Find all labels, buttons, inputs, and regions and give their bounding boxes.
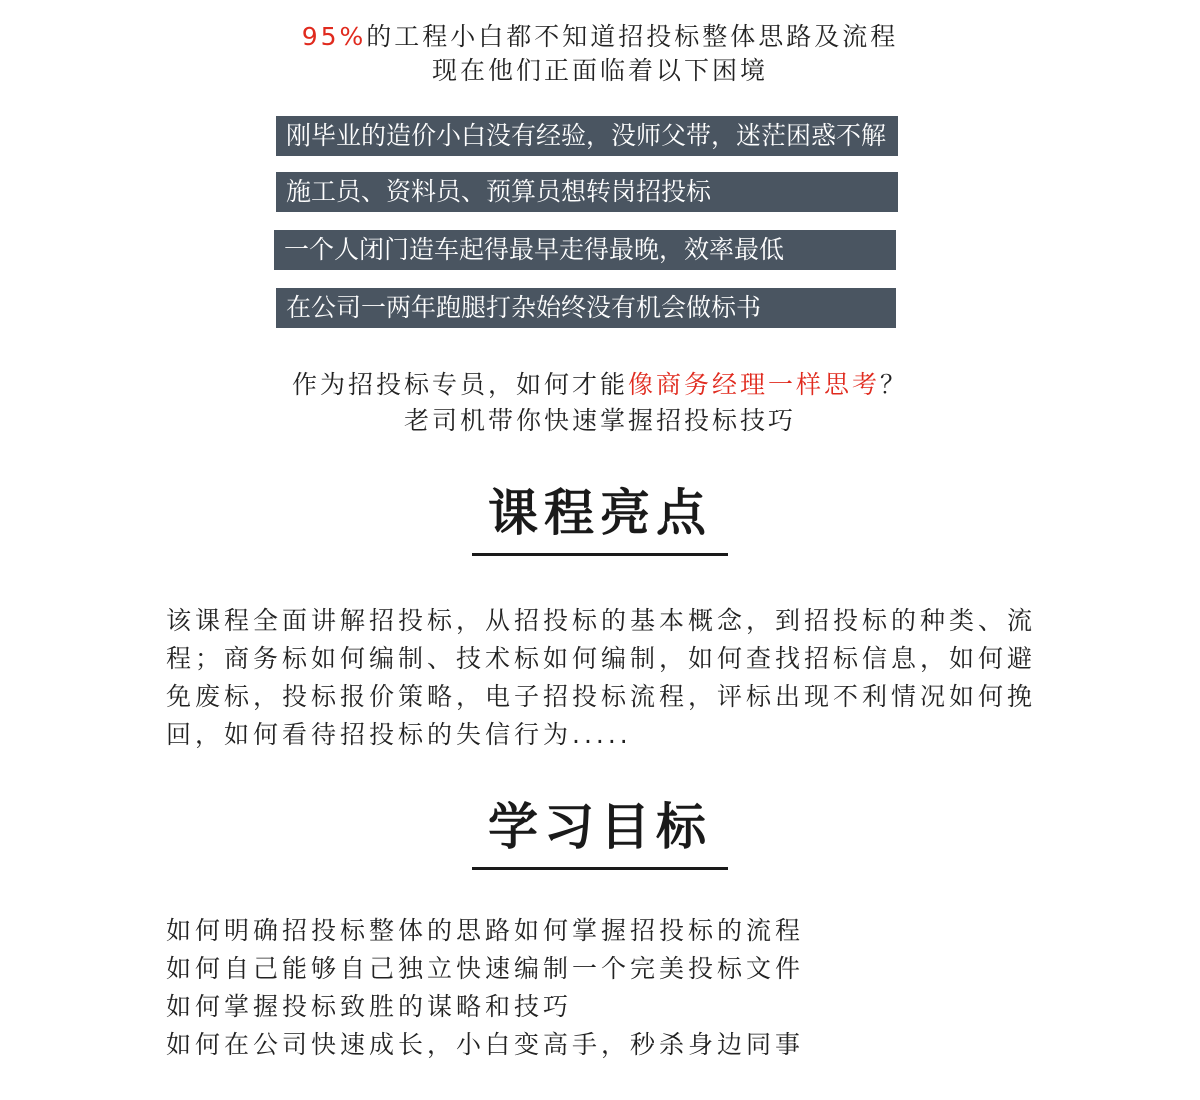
goal-item: 如何明确招投标整体的思路如何掌握招投标的流程	[166, 916, 805, 945]
question-line-2: 老司机带你快速掌握招投标技巧	[403, 406, 796, 435]
goals-underline	[472, 867, 728, 870]
pain-point-banner: 施工员、资料员、预算员想转岗招投标	[276, 172, 898, 212]
pain-point-banner: 刚毕业的造价小白没有经验，没师父带，迷茫困惑不解	[276, 116, 898, 156]
goals-heading: 学习目标	[488, 798, 712, 856]
question-prefix: 作为招投标专员，如何才能	[291, 370, 628, 399]
pain-point-banner: 在公司一两年跑腿打杂始终没有机会做标书	[276, 288, 896, 328]
highlights-underline	[472, 553, 728, 556]
question-suffix: ？	[880, 370, 909, 399]
goal-item: 如何掌握投标致胜的谋略和技巧	[166, 992, 573, 1021]
intro-block	[0, 20, 1200, 88]
question-highlight: 像商务经理一样思考	[627, 370, 880, 399]
intro-line-1-text: 的工程小白都不知道招投标整体思路及流程	[366, 22, 899, 51]
highlights-body: 该课程全面讲解招投标，从招投标的基本概念，到招投标的种类、流程；商务标如何编制、技术标如何编制，如何查找招标信息，如何避免废标，投标报价策略，电子招投标流程，评标出现不利情况如何挽回，如何看待招投标的失信行为.....	[166, 606, 1037, 749]
question-block	[0, 367, 1200, 439]
percent-highlight: 95%	[301, 22, 367, 51]
intro-line-2: 现在他们正面临着以下困境	[431, 56, 768, 85]
highlights-heading: 课程亮点	[488, 484, 712, 542]
intro-line-1	[0, 20, 1200, 54]
pain-point-banner: 一个人闭门造车起得最早走得最晚，效率最低	[274, 230, 896, 270]
goal-item: 如何在公司快速成长，小白变高手，秒杀身边同事	[166, 1030, 805, 1059]
goal-item: 如何自己能够自己独立快速编制一个完美投标文件	[166, 954, 805, 983]
question-line-1	[0, 367, 1200, 403]
